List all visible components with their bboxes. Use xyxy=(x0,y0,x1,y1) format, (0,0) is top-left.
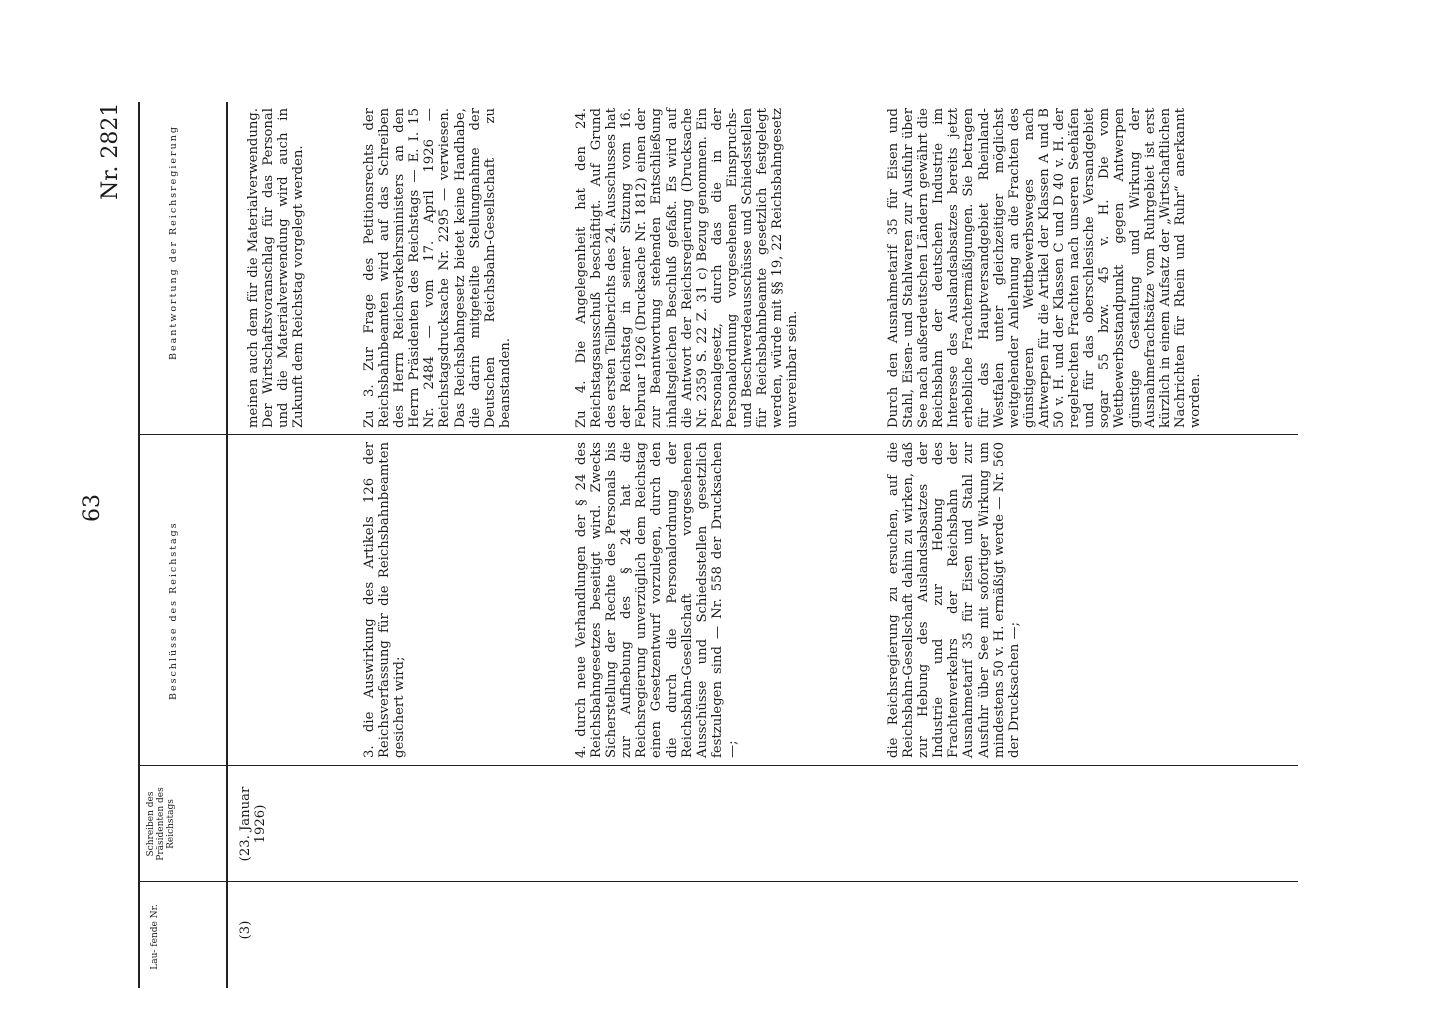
page-number: 63 xyxy=(80,494,105,522)
entry-date: (23. Januar 1926) xyxy=(238,786,269,862)
beschluss-row-2: 3. die Auswirkung des Artikels 126 der Reichsverfassung für die Reichsbahnbeamten gesichert wird; xyxy=(362,442,408,758)
header-beantwortung: Beantwortung der Reichsregierung xyxy=(168,125,179,360)
column-rule-1 xyxy=(138,881,1298,882)
digitization-credit xyxy=(1422,10,1434,990)
antwort-row-3: Zu 4. Die Angelegenheit hat den 24. Reichstagsausschuß beschäftigt. Auf Grund des ersten Teilberichts des 24. Ausschusses hat der Reichstag in seiner Sitzung vom 16. Februar 1926 (Drucksache Nr. 1812) einen der zur Beantwortung stehenden Entschließung inhaltsgleichen Beschluß gefaßt. Es wird auf die Antwort der Reichsregierung (Drucksache Nr. 2359 S. 22 Z. 31 c) Bezug genommen. Ein Personalgesetz, durch das die in der Personalordnung vorgesehenen Einspruchs- und Beschwerdeausschüsse und Schiedsstellen für Reichsbahnbeamte gesetzlich festgelegt werden, würde mit §§ 19, 22 Reichsbahngesetz unvereinbar sein. xyxy=(574,108,801,428)
column-rule-2 xyxy=(138,765,1298,766)
header-beschluesse: Beschlüsse des Reichstags xyxy=(168,521,179,700)
antwort-row-1-text: meinen auch dem für die Materialverwendung. Der Wirtschaftsvoranschlag für das Personal und die Materialverwendung wird auch in Zukunft dem Reichstag vorgelegt werden. xyxy=(246,108,307,428)
beschluss-row-3: 4. durch neue Verhandlungen der § 24 des Reichsbahngesetzes beseitigt wird. Zwecks Sicherstellung der Rechte des Personals bis zur Aufhebung des § 24 hat die Reichsregierung unverzüglich dem Reichstag einen Gesetzentwurf vorzulegen, durch den die durch die Personalordnung der Reichsbahn-Gesellschaft vorgesehenen Ausschüsse und Schiedsstellen gesetzlich festzulegen sind — Nr. 558 der Drucksachen —; xyxy=(574,442,740,758)
column-rule-3 xyxy=(138,434,1298,435)
antwort-row-4: Durch den Ausnahmetarif 35 für Eisen und Stahl, Eisen- und Stahlwaren zur Ausfuhr über See nach außerdeutschen Ländern gewährt die Reichsbahn der deutschen Industrie im Interesse des Auslandsabsatzes bereits jetzt erhebliche Frachtermäßigungen. Sie betragen für das Hauptversandgebiet Rheinland-Westfalen unter gleichzeitiger möglichst weitgehender Anlehnung an die Frachten des günstigeren Wettbewerbsweges nach Antwerpen für die Artikel der Klassen A und B 50 v. H. und der Klassen C und D 40 v. H. der regelrechten Frachten nach unseren Seehäfen und für das oberschlesische Versandgebiet sogar 55 bzw. 45 v. H. Die vom Wettbewerbsstandpunkt gegen Antwerpen günstige Gestaltung und Wirkung der Ausnahmefrachtsätze vom Ruhrgebiet ist erst kürzlich in einem Aufsatz der „Wirtschaftlichen Nachrichten für Rhein und Ruhr“ anerkannt worden. xyxy=(886,108,1203,428)
header-schreiben: Schreiben des Präsidenten des Reichstags xyxy=(146,787,176,861)
table-top-rule xyxy=(138,102,140,988)
header-lfd-nr: Lau- fende Nr. xyxy=(150,904,160,970)
beschluss-row-4: die Reichsregierung zu ersuchen, auf die Reichsbahn-Gesellschaft dahin zu wirken, daß zur Hebung des Auslandsabsatzes der Industrie und zur Hebung des Frachtenverkehrs der Reichsbahn der Ausnahmetarif 35 für Eisen und Stahl zur Ausfuhr über See mit sofortiger Wirkung um mindestens 50 v. H. ermäßigt werde — Nr. 560 der Drucksachen —; xyxy=(886,442,1022,758)
document-number: Nr. 2821 xyxy=(98,102,123,200)
entry-number: (3) xyxy=(238,920,253,940)
antwort-row-2: Zu 3. Zur Frage des Petitionsrechts der Reichsbahnbeamten wird auf das Schreiben des Herrn Reichsverkehrsministers an den Herrn Präsidenten des Reichstags — E. I. 15 Nr. 2484 — vom 17. April 1926 — Reichstagsdrucksache Nr. 2295 — verwiesen. Das Reichsbahngesetz bietet keine Handhabe, die darin mitgeteilte Stellungnahme der Deutschen Reichsbahn-Gesellschaft zu beanstanden. xyxy=(362,108,513,428)
table-header-rule xyxy=(226,102,228,988)
